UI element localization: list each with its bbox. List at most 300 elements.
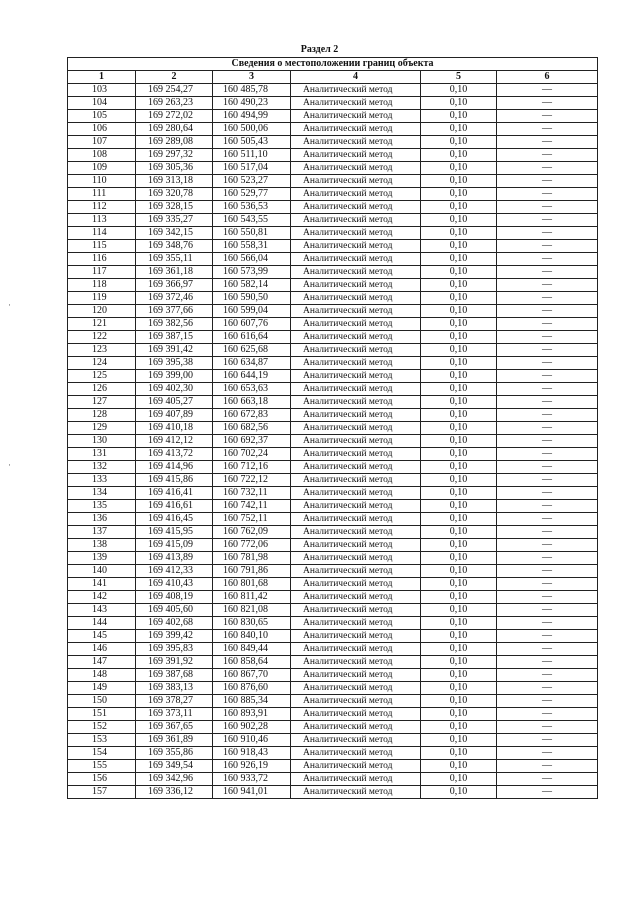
note-value-cell: — <box>497 474 598 487</box>
coordinate-y-cell: 160 876,60 <box>213 682 291 695</box>
note-value-cell: — <box>497 565 598 578</box>
table-row <box>68 643 598 656</box>
note-value-cell: — <box>497 643 598 656</box>
accuracy-value-cell: 0,10 <box>421 383 497 396</box>
point-number-cell: 125 <box>68 370 136 383</box>
note-value-cell: — <box>497 344 598 357</box>
coordinate-x-cell: 169 383,13 <box>136 682 213 695</box>
accuracy-value-cell: 0,10 <box>421 539 497 552</box>
table-row <box>68 370 598 383</box>
determination-method-cell: Аналитический метод <box>291 695 421 708</box>
table-row <box>68 578 598 591</box>
coordinate-x-cell: 169 416,41 <box>136 487 213 500</box>
coordinate-x-cell: 169 342,96 <box>136 773 213 786</box>
coordinate-y-cell: 160 494,99 <box>213 110 291 123</box>
accuracy-value-cell: 0,10 <box>421 331 497 344</box>
point-number-cell: 156 <box>68 773 136 786</box>
point-number-cell: 110 <box>68 175 136 188</box>
coordinate-x-cell: 169 289,08 <box>136 136 213 149</box>
accuracy-value-cell: 0,10 <box>421 682 497 695</box>
table-row <box>68 266 598 279</box>
table-row <box>68 409 598 422</box>
column-header-5: 5 <box>421 71 497 84</box>
accuracy-value-cell: 0,10 <box>421 396 497 409</box>
column-header-6: 6 <box>497 71 598 84</box>
coordinate-y-cell: 160 558,31 <box>213 240 291 253</box>
note-value-cell: — <box>497 513 598 526</box>
coordinate-x-cell: 169 328,15 <box>136 201 213 214</box>
coordinate-y-cell: 160 573,99 <box>213 266 291 279</box>
coordinate-y-cell: 160 644,19 <box>213 370 291 383</box>
coordinate-x-cell: 169 402,68 <box>136 617 213 630</box>
coordinate-y-cell: 160 702,24 <box>213 448 291 461</box>
note-value-cell: — <box>497 656 598 669</box>
coordinate-y-cell: 160 625,68 <box>213 344 291 357</box>
coordinate-y-cell: 160 732,11 <box>213 487 291 500</box>
note-value-cell: — <box>497 734 598 747</box>
note-value-cell: — <box>497 110 598 123</box>
table-row <box>68 435 598 448</box>
determination-method-cell: Аналитический метод <box>291 240 421 253</box>
coordinate-y-cell: 160 918,43 <box>213 747 291 760</box>
table-row <box>68 305 598 318</box>
determination-method-cell: Аналитический метод <box>291 97 421 110</box>
coordinate-x-cell: 169 305,36 <box>136 162 213 175</box>
table-row <box>68 84 598 97</box>
section-title: Раздел 2 <box>300 44 339 55</box>
note-value-cell: — <box>497 305 598 318</box>
determination-method-cell: Аналитический метод <box>291 318 421 331</box>
note-value-cell: — <box>497 552 598 565</box>
determination-method-cell: Аналитический метод <box>291 552 421 565</box>
coordinate-y-cell: 160 543,55 <box>213 214 291 227</box>
point-number-cell: 121 <box>68 318 136 331</box>
coordinate-y-cell: 160 867,70 <box>213 669 291 682</box>
table-row <box>68 448 598 461</box>
determination-method-cell: Аналитический метод <box>291 474 421 487</box>
coordinate-y-cell: 160 840,10 <box>213 630 291 643</box>
point-number-cell: 150 <box>68 695 136 708</box>
point-number-cell: 145 <box>68 630 136 643</box>
note-value-cell: — <box>497 786 598 799</box>
determination-method-cell: Аналитический метод <box>291 539 421 552</box>
note-value-cell: — <box>497 448 598 461</box>
accuracy-value-cell: 0,10 <box>421 461 497 474</box>
table-row <box>68 604 598 617</box>
accuracy-value-cell: 0,10 <box>421 552 497 565</box>
note-value-cell: — <box>497 435 598 448</box>
table-row <box>68 695 598 708</box>
table-row <box>68 422 598 435</box>
coordinate-x-cell: 169 361,89 <box>136 734 213 747</box>
accuracy-value-cell: 0,10 <box>421 97 497 110</box>
table-row <box>68 175 598 188</box>
coordinate-x-cell: 169 335,27 <box>136 214 213 227</box>
determination-method-cell: Аналитический метод <box>291 604 421 617</box>
note-value-cell: — <box>497 227 598 240</box>
coordinate-y-cell: 160 893,91 <box>213 708 291 721</box>
accuracy-value-cell: 0,10 <box>421 123 497 136</box>
point-number-cell: 109 <box>68 162 136 175</box>
note-value-cell: — <box>497 240 598 253</box>
coordinate-y-cell: 160 821,08 <box>213 604 291 617</box>
note-value-cell: — <box>497 266 598 279</box>
coordinate-x-cell: 169 402,30 <box>136 383 213 396</box>
table-row <box>68 500 598 513</box>
coordinate-x-cell: 169 272,02 <box>136 110 213 123</box>
accuracy-value-cell: 0,10 <box>421 266 497 279</box>
note-value-cell: — <box>497 526 598 539</box>
coordinate-y-cell: 160 692,37 <box>213 435 291 448</box>
note-value-cell: — <box>497 409 598 422</box>
table-row <box>68 357 598 370</box>
point-number-cell: 131 <box>68 448 136 461</box>
point-number-cell: 120 <box>68 305 136 318</box>
coordinate-x-cell: 169 410,43 <box>136 578 213 591</box>
note-value-cell: — <box>497 630 598 643</box>
coordinate-y-cell: 160 490,23 <box>213 97 291 110</box>
determination-method-cell: Аналитический метод <box>291 565 421 578</box>
column-header-4: 4 <box>291 71 421 84</box>
accuracy-value-cell: 0,10 <box>421 786 497 799</box>
coordinate-x-cell: 169 412,33 <box>136 565 213 578</box>
determination-method-cell: Аналитический метод <box>291 617 421 630</box>
accuracy-value-cell: 0,10 <box>421 500 497 513</box>
determination-method-cell: Аналитический метод <box>291 591 421 604</box>
determination-method-cell: Аналитический метод <box>291 578 421 591</box>
table-row <box>68 539 598 552</box>
coordinate-x-cell: 169 280,64 <box>136 123 213 136</box>
determination-method-cell: Аналитический метод <box>291 643 421 656</box>
table-row <box>68 474 598 487</box>
coordinate-x-cell: 169 382,56 <box>136 318 213 331</box>
coordinate-x-cell: 169 412,12 <box>136 435 213 448</box>
coordinate-y-cell: 160 885,34 <box>213 695 291 708</box>
determination-method-cell: Аналитический метод <box>291 422 421 435</box>
note-value-cell: — <box>497 123 598 136</box>
coordinate-x-cell: 169 405,60 <box>136 604 213 617</box>
coordinate-y-cell: 160 910,46 <box>213 734 291 747</box>
coordinate-y-cell: 160 781,98 <box>213 552 291 565</box>
coordinate-x-cell: 169 408,19 <box>136 591 213 604</box>
note-value-cell: — <box>497 669 598 682</box>
coordinate-x-cell: 169 416,61 <box>136 500 213 513</box>
note-value-cell: — <box>497 188 598 201</box>
point-number-cell: 127 <box>68 396 136 409</box>
note-value-cell: — <box>497 604 598 617</box>
point-number-cell: 152 <box>68 721 136 734</box>
point-number-cell: 151 <box>68 708 136 721</box>
table-row <box>68 513 598 526</box>
accuracy-value-cell: 0,10 <box>421 448 497 461</box>
table-row <box>68 279 598 292</box>
coordinate-x-cell: 169 336,12 <box>136 786 213 799</box>
accuracy-value-cell: 0,10 <box>421 747 497 760</box>
table-row <box>68 773 598 786</box>
determination-method-cell: Аналитический метод <box>291 305 421 318</box>
coordinate-y-cell: 160 682,56 <box>213 422 291 435</box>
point-number-cell: 123 <box>68 344 136 357</box>
accuracy-value-cell: 0,10 <box>421 136 497 149</box>
table-header-row <box>68 71 598 84</box>
coordinate-x-cell: 169 355,11 <box>136 253 213 266</box>
note-value-cell: — <box>497 578 598 591</box>
point-number-cell: 105 <box>68 110 136 123</box>
coordinate-y-cell: 160 607,76 <box>213 318 291 331</box>
accuracy-value-cell: 0,10 <box>421 487 497 500</box>
coordinate-x-cell: 169 391,42 <box>136 344 213 357</box>
coordinate-y-cell: 160 505,43 <box>213 136 291 149</box>
column-header-3: 3 <box>213 71 291 84</box>
accuracy-value-cell: 0,10 <box>421 708 497 721</box>
coordinate-y-cell: 160 762,09 <box>213 526 291 539</box>
coordinate-x-cell: 169 263,23 <box>136 97 213 110</box>
note-value-cell: — <box>497 591 598 604</box>
coordinate-y-cell: 160 902,28 <box>213 721 291 734</box>
determination-method-cell: Аналитический метод <box>291 227 421 240</box>
coordinate-x-cell: 169 399,42 <box>136 630 213 643</box>
accuracy-value-cell: 0,10 <box>421 149 497 162</box>
accuracy-value-cell: 0,10 <box>421 760 497 773</box>
determination-method-cell: Аналитический метод <box>291 747 421 760</box>
point-number-cell: 140 <box>68 565 136 578</box>
point-number-cell: 141 <box>68 578 136 591</box>
point-number-cell: 111 <box>68 188 136 201</box>
column-header-1: 1 <box>68 71 136 84</box>
table-row <box>68 253 598 266</box>
table-row <box>68 617 598 630</box>
accuracy-value-cell: 0,10 <box>421 422 497 435</box>
coordinate-x-cell: 169 399,00 <box>136 370 213 383</box>
note-value-cell: — <box>497 318 598 331</box>
note-value-cell: — <box>497 162 598 175</box>
coordinate-x-cell: 169 313,18 <box>136 175 213 188</box>
determination-method-cell: Аналитический метод <box>291 123 421 136</box>
note-value-cell: — <box>497 539 598 552</box>
coordinate-y-cell: 160 653,63 <box>213 383 291 396</box>
coordinate-y-cell: 160 536,53 <box>213 201 291 214</box>
point-number-cell: 113 <box>68 214 136 227</box>
coordinate-y-cell: 160 830,65 <box>213 617 291 630</box>
table-row <box>68 227 598 240</box>
point-number-cell: 108 <box>68 149 136 162</box>
coordinate-x-cell: 169 377,66 <box>136 305 213 318</box>
table-row <box>68 331 598 344</box>
table-row <box>68 565 598 578</box>
determination-method-cell: Аналитический метод <box>291 331 421 344</box>
determination-method-cell: Аналитический метод <box>291 383 421 396</box>
note-value-cell: — <box>497 370 598 383</box>
point-number-cell: 116 <box>68 253 136 266</box>
point-number-cell: 138 <box>68 539 136 552</box>
determination-method-cell: Аналитический метод <box>291 266 421 279</box>
determination-method-cell: Аналитический метод <box>291 448 421 461</box>
coordinate-y-cell: 160 811,42 <box>213 591 291 604</box>
note-value-cell: — <box>497 695 598 708</box>
determination-method-cell: Аналитический метод <box>291 500 421 513</box>
table-caption-row <box>68 58 598 71</box>
determination-method-cell: Аналитический метод <box>291 279 421 292</box>
accuracy-value-cell: 0,10 <box>421 513 497 526</box>
accuracy-value-cell: 0,10 <box>421 591 497 604</box>
point-number-cell: 135 <box>68 500 136 513</box>
table-row <box>68 162 598 175</box>
determination-method-cell: Аналитический метод <box>291 526 421 539</box>
point-number-cell: 157 <box>68 786 136 799</box>
table-row <box>68 630 598 643</box>
note-value-cell: — <box>497 461 598 474</box>
coordinate-y-cell: 160 616,64 <box>213 331 291 344</box>
point-number-cell: 117 <box>68 266 136 279</box>
coordinate-x-cell: 169 355,86 <box>136 747 213 760</box>
point-number-cell: 137 <box>68 526 136 539</box>
point-number-cell: 103 <box>68 84 136 97</box>
boundary-coordinates-table <box>67 57 598 799</box>
coordinate-y-cell: 160 500,06 <box>213 123 291 136</box>
table-row <box>68 201 598 214</box>
determination-method-cell: Аналитический метод <box>291 370 421 383</box>
coordinate-y-cell: 160 742,11 <box>213 500 291 513</box>
determination-method-cell: Аналитический метод <box>291 513 421 526</box>
point-number-cell: 106 <box>68 123 136 136</box>
determination-method-cell: Аналитический метод <box>291 357 421 370</box>
determination-method-cell: Аналитический метод <box>291 786 421 799</box>
point-number-cell: 143 <box>68 604 136 617</box>
coordinate-x-cell: 169 407,89 <box>136 409 213 422</box>
accuracy-value-cell: 0,10 <box>421 305 497 318</box>
determination-method-cell: Аналитический метод <box>291 734 421 747</box>
coordinate-x-cell: 169 387,15 <box>136 331 213 344</box>
note-value-cell: — <box>497 292 598 305</box>
note-value-cell: — <box>497 396 598 409</box>
point-number-cell: 130 <box>68 435 136 448</box>
coordinate-x-cell: 169 361,18 <box>136 266 213 279</box>
coordinate-x-cell: 169 373,11 <box>136 708 213 721</box>
accuracy-value-cell: 0,10 <box>421 734 497 747</box>
table-row <box>68 786 598 799</box>
point-number-cell: 122 <box>68 331 136 344</box>
coordinate-y-cell: 160 858,64 <box>213 656 291 669</box>
accuracy-value-cell: 0,10 <box>421 162 497 175</box>
determination-method-cell: Аналитический метод <box>291 773 421 786</box>
accuracy-value-cell: 0,10 <box>421 227 497 240</box>
note-value-cell: — <box>497 357 598 370</box>
point-number-cell: 104 <box>68 97 136 110</box>
determination-method-cell: Аналитический метод <box>291 721 421 734</box>
coordinate-x-cell: 169 391,92 <box>136 656 213 669</box>
table-caption: Сведения о местоположении границ объекта <box>68 58 598 71</box>
accuracy-value-cell: 0,10 <box>421 344 497 357</box>
determination-method-cell: Аналитический метод <box>291 214 421 227</box>
coordinate-x-cell: 169 254,27 <box>136 84 213 97</box>
table-row <box>68 136 598 149</box>
note-value-cell: — <box>497 773 598 786</box>
determination-method-cell: Аналитический метод <box>291 188 421 201</box>
determination-method-cell: Аналитический метод <box>291 110 421 123</box>
coordinate-y-cell: 160 933,72 <box>213 773 291 786</box>
table-row <box>68 396 598 409</box>
coordinate-y-cell: 160 941,01 <box>213 786 291 799</box>
determination-method-cell: Аналитический метод <box>291 708 421 721</box>
coordinate-y-cell: 160 485,78 <box>213 84 291 97</box>
table-row <box>68 734 598 747</box>
accuracy-value-cell: 0,10 <box>421 370 497 383</box>
table-row <box>68 292 598 305</box>
point-number-cell: 146 <box>68 643 136 656</box>
coordinate-y-cell: 160 672,83 <box>213 409 291 422</box>
determination-method-cell: Аналитический метод <box>291 84 421 97</box>
determination-method-cell: Аналитический метод <box>291 760 421 773</box>
coordinate-x-cell: 169 366,97 <box>136 279 213 292</box>
note-value-cell: — <box>497 617 598 630</box>
table-row <box>68 760 598 773</box>
coordinate-x-cell: 169 395,38 <box>136 357 213 370</box>
table-row <box>68 123 598 136</box>
coordinate-x-cell: 169 405,27 <box>136 396 213 409</box>
note-value-cell: — <box>497 136 598 149</box>
point-number-cell: 134 <box>68 487 136 500</box>
point-number-cell: 114 <box>68 227 136 240</box>
point-number-cell: 142 <box>68 591 136 604</box>
coordinate-x-cell: 169 367,65 <box>136 721 213 734</box>
accuracy-value-cell: 0,10 <box>421 279 497 292</box>
accuracy-value-cell: 0,10 <box>421 110 497 123</box>
coordinate-x-cell: 169 297,32 <box>136 149 213 162</box>
note-value-cell: — <box>497 747 598 760</box>
accuracy-value-cell: 0,10 <box>421 604 497 617</box>
note-value-cell: — <box>497 331 598 344</box>
note-value-cell: — <box>497 721 598 734</box>
coordinate-y-cell: 160 722,12 <box>213 474 291 487</box>
determination-method-cell: Аналитический метод <box>291 396 421 409</box>
coordinate-y-cell: 160 634,87 <box>213 357 291 370</box>
point-number-cell: 153 <box>68 734 136 747</box>
coordinate-x-cell: 169 395,83 <box>136 643 213 656</box>
coordinate-x-cell: 169 416,45 <box>136 513 213 526</box>
coordinate-y-cell: 160 712,16 <box>213 461 291 474</box>
margin-mark: · <box>8 460 11 470</box>
table-row <box>68 214 598 227</box>
determination-method-cell: Аналитический метод <box>291 344 421 357</box>
coordinate-y-cell: 160 849,44 <box>213 643 291 656</box>
coordinate-y-cell: 160 772,06 <box>213 539 291 552</box>
determination-method-cell: Аналитический метод <box>291 409 421 422</box>
table-row <box>68 747 598 760</box>
accuracy-value-cell: 0,10 <box>421 526 497 539</box>
table-row <box>68 708 598 721</box>
note-value-cell: — <box>497 149 598 162</box>
determination-method-cell: Аналитический метод <box>291 630 421 643</box>
coordinate-y-cell: 160 566,04 <box>213 253 291 266</box>
coordinate-x-cell: 169 413,89 <box>136 552 213 565</box>
table-row <box>68 318 598 331</box>
table-row <box>68 552 598 565</box>
coordinate-y-cell: 160 529,77 <box>213 188 291 201</box>
determination-method-cell: Аналитический метод <box>291 669 421 682</box>
coordinate-x-cell: 169 415,86 <box>136 474 213 487</box>
coordinate-x-cell: 169 348,76 <box>136 240 213 253</box>
point-number-cell: 128 <box>68 409 136 422</box>
point-number-cell: 112 <box>68 201 136 214</box>
coordinate-y-cell: 160 590,50 <box>213 292 291 305</box>
table-row <box>68 721 598 734</box>
determination-method-cell: Аналитический метод <box>291 162 421 175</box>
table-row <box>68 461 598 474</box>
point-number-cell: 147 <box>68 656 136 669</box>
coordinate-y-cell: 160 599,04 <box>213 305 291 318</box>
determination-method-cell: Аналитический метод <box>291 253 421 266</box>
accuracy-value-cell: 0,10 <box>421 318 497 331</box>
